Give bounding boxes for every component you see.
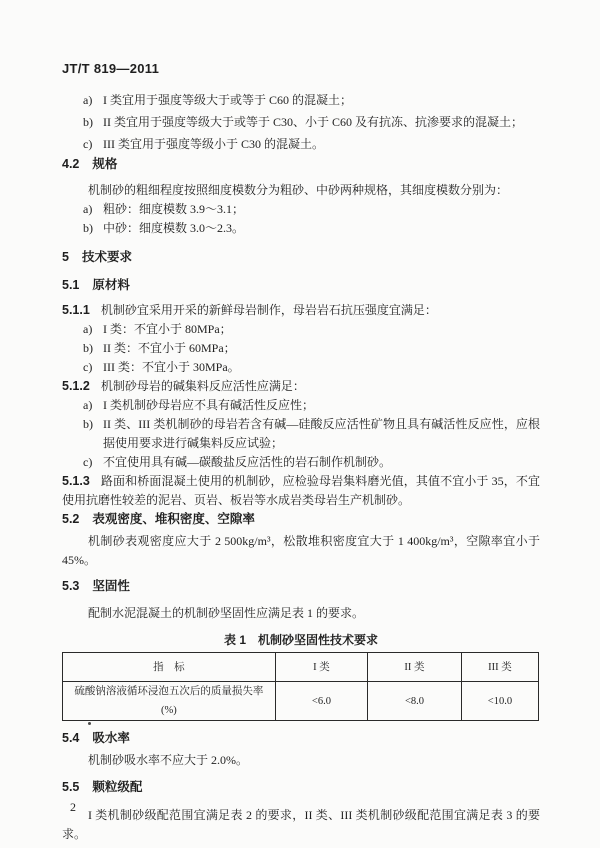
clause-5-1-3 <box>62 472 540 510</box>
paragraph-grading: I 类机制砂级配范围宜满足表 2 的要求，II 类、III 类机制砂级配范围宜满足表 3 的要求。 <box>62 808 540 841</box>
column-header-class-3: III 类 <box>461 653 538 682</box>
list-text: III 类宜用于强度等级小于 C30 的混凝土。 <box>103 137 324 151</box>
section-number: 5.3 <box>62 579 80 593</box>
list-item <box>62 89 540 111</box>
list-item <box>62 111 540 133</box>
section-heading-5-2 <box>62 510 540 529</box>
column-header-class-1: I 类 <box>275 653 367 682</box>
section-number: 5.2 <box>62 512 80 526</box>
list-item <box>62 320 540 339</box>
section-heading-5-4 <box>62 729 540 748</box>
list-text: I 类宜用于强度等级大于或等于 C60 的混凝土； <box>103 93 353 107</box>
list-text: III 类：不宜小于 30MPa。 <box>103 360 240 374</box>
table-header-row <box>63 653 539 682</box>
clause-text: 机制砂宜采用开采的新鲜母岩制作，母岩岩石抗压强度宜满足： <box>100 303 437 317</box>
section-heading-5-3 <box>62 577 540 596</box>
table1-caption: 表 1 机制砂坚固性技术要求 <box>223 633 378 647</box>
column-header-indicator: 指 标 <box>63 653 276 682</box>
class-usage-list <box>62 89 540 155</box>
section-title: 原材料 <box>92 278 130 292</box>
clause-number: 5.1.2 <box>62 379 90 393</box>
table-row <box>63 682 539 721</box>
cell-class-1-value: <6.0 <box>275 682 367 721</box>
list-text: 中砂：细度模数 3.0～2.3。 <box>103 221 245 235</box>
paragraph-water-absorption: 机制砂吸水率不应大于 2.0%。 <box>88 753 248 767</box>
list-item <box>62 339 540 358</box>
section-title: 吸水率 <box>92 731 130 745</box>
cell-indicator: 硫酸钠溶液循环浸泡五次后的质量损失率(%) <box>63 682 276 721</box>
clause-number: 5.1.1 <box>62 303 90 317</box>
list-marker: b) <box>83 115 93 129</box>
list-marker: c) <box>83 360 93 374</box>
list-text: 粗砂：细度模数 3.9～3.1； <box>103 202 245 216</box>
paragraph-soundness: 配制水泥混凝土的机制砂坚固性应满足表 1 的要求。 <box>88 606 365 620</box>
section-heading-5-1 <box>62 276 540 295</box>
clause-5-1-1 <box>62 301 540 320</box>
list-marker: c) <box>83 137 93 151</box>
list-marker: b) <box>83 417 93 431</box>
section-number: 4.2 <box>62 157 80 171</box>
section-number: 5.4 <box>62 731 80 745</box>
chapter-heading-5 <box>62 248 540 267</box>
clause-text: 机制砂母岩的碱集料反应活性应满足： <box>100 379 305 393</box>
list-text: II 类、III 类机制砂的母岩若含有碱—硅酸反应活性矿物且具有碱活性反应性，应根据使用要求进行碱集料反应试验； <box>103 417 540 450</box>
clause-number: 5.1.3 <box>62 474 90 488</box>
list-item <box>62 219 540 238</box>
list-marker: a) <box>83 202 93 216</box>
spec-list <box>62 200 540 238</box>
page-content <box>62 62 540 844</box>
section-heading-5-5 <box>62 778 540 797</box>
list-marker: b) <box>83 341 93 355</box>
paragraph-specifications: 机制砂的粗细程度按照细度模数分为粗砂、中砂两种规格，其细度模数分别为： <box>88 183 509 197</box>
standard-code: JT/T 819—2011 <box>62 61 160 76</box>
clause-5-1-2 <box>62 377 540 396</box>
list-text: 不宜使用具有碱—碳酸盐反应活性的岩石制作机制砂。 <box>103 455 392 469</box>
list-marker: c) <box>83 455 93 469</box>
list-text: II 类：不宜小于 60MPa； <box>103 341 236 355</box>
list-text: II 类宜用于强度等级大于或等于 C30、小于 C60 及有抗冻、抗渗要求的混凝土； <box>103 115 524 129</box>
list-item <box>62 415 540 453</box>
scan-artifact-dot <box>88 722 91 725</box>
list-marker: a) <box>83 93 93 107</box>
list-text: I 类机制砂母岩应不具有碱活性反应性； <box>103 398 314 412</box>
section-title: 表观密度、堆积密度、空隙率 <box>92 512 255 526</box>
cell-class-2-value: <8.0 <box>368 682 462 721</box>
clause-text: 路面和桥面混凝土使用的机制砂，应检验母岩集料磨光值，其值不宜小于 35，不宜使用抗磨性较差的泥岩、页岩、板岩等水成岩类母岩生产机制砂。 <box>62 474 540 507</box>
section-title: 技术要求 <box>81 250 132 264</box>
section-title: 坚固性 <box>92 579 130 593</box>
section-number: 5.1 <box>62 278 80 292</box>
list-text: I 类：不宜小于 80MPa； <box>103 322 232 336</box>
table1-soundness-requirements <box>62 652 539 721</box>
list-item <box>62 358 540 377</box>
list-marker: a) <box>83 398 93 412</box>
section-number: 5 <box>62 250 69 264</box>
page-number: 2 <box>70 800 76 814</box>
list-item <box>62 133 540 155</box>
column-header-class-2: II 类 <box>368 653 462 682</box>
list-item <box>62 453 540 472</box>
alkali-reaction-list <box>62 396 540 472</box>
section-title: 颗粒级配 <box>92 780 143 794</box>
list-marker: b) <box>83 221 93 235</box>
list-item <box>62 200 540 219</box>
section-number: 5.5 <box>62 780 80 794</box>
list-marker: a) <box>83 322 93 336</box>
paragraph-density: 机制砂表观密度应大于 2 500kg/m³，松散堆积密度宜大于 1 400kg/m³，空隙率宜小于 45%。 <box>62 534 540 567</box>
list-item <box>62 396 540 415</box>
section-heading-4-2 <box>62 155 540 174</box>
cell-class-3-value: <10.0 <box>461 682 538 721</box>
section-title: 规格 <box>92 157 118 171</box>
rock-strength-list <box>62 320 540 377</box>
